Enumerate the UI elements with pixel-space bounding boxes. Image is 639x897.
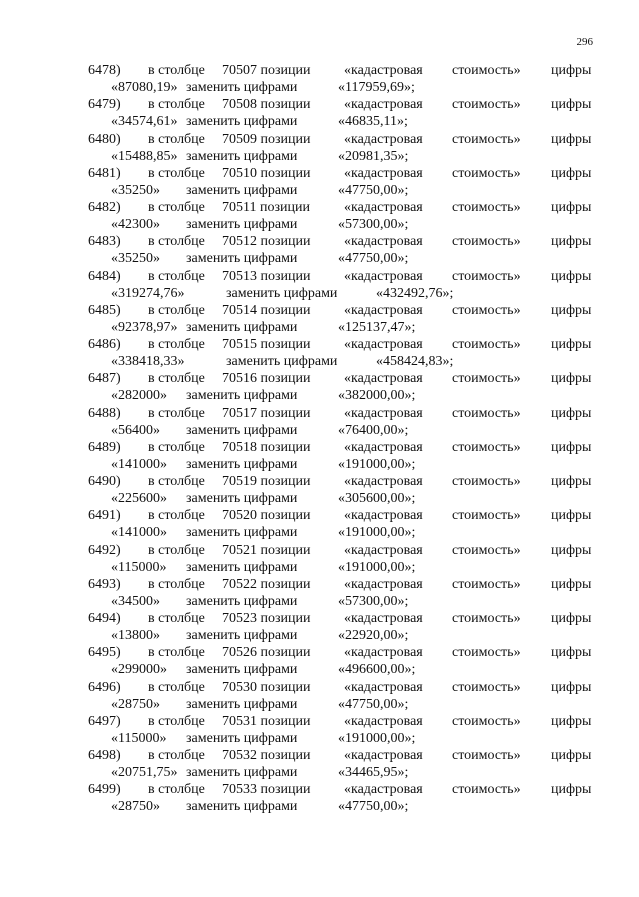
replace-text: заменить цифрами <box>186 182 298 198</box>
replace-text: заменить цифрами <box>186 799 298 815</box>
cadastral-text: «кадастровая <box>344 611 423 626</box>
digits-text: цифры <box>551 782 592 798</box>
value-text: стоимость» <box>452 268 521 284</box>
amendment-item <box>0 370 639 404</box>
amendment-item <box>0 781 639 815</box>
position-text: 70514 позиции <box>222 302 311 318</box>
position-text: 70533 позиции <box>222 782 311 798</box>
item-number: 6483) <box>88 234 121 250</box>
value-text: стоимость» <box>452 405 521 421</box>
cadastral-text: «кадастровая <box>344 508 423 524</box>
in-column-text: в столбце <box>148 474 205 489</box>
replace-text: заменить цифрами <box>226 285 338 301</box>
new-value: «432492,76»; <box>376 285 454 301</box>
replace-text: заменить цифрами <box>186 559 298 575</box>
position-text: 70508 позиции <box>222 97 311 113</box>
position-text: 70513 позиции <box>222 268 311 284</box>
cadastral-text: «кадастровая <box>344 165 423 181</box>
old-value: «35250» <box>111 251 160 267</box>
new-value: «117959,69»; <box>338 80 415 95</box>
old-value: «34500» <box>111 593 160 609</box>
amendment-item <box>0 131 639 165</box>
amendment-item <box>0 336 639 370</box>
item-number: 6494) <box>88 611 121 626</box>
digits-text: цифры <box>551 234 592 250</box>
replace-text: заменить цифрами <box>186 388 298 404</box>
replace-text: заменить цифрами <box>186 628 298 643</box>
item-number: 6485) <box>88 302 121 318</box>
old-value: «299000» <box>111 662 167 678</box>
item-number: 6480) <box>88 131 121 147</box>
amendment-item <box>0 302 639 336</box>
cadastral-text: «кадастровая <box>344 782 423 798</box>
position-text: 70507 позиции <box>222 63 311 78</box>
value-text: стоимость» <box>452 679 521 695</box>
amendment-item <box>0 96 639 130</box>
cadastral-text: «кадастровая <box>344 439 423 455</box>
cadastral-text: «кадастровая <box>344 576 423 592</box>
position-text: 70523 позиции <box>222 611 311 626</box>
old-value: «141000» <box>111 525 167 541</box>
replace-text: заменить цифрами <box>186 422 298 438</box>
new-value: «305600,00»; <box>338 491 416 506</box>
old-value: «42300» <box>111 217 160 232</box>
cadastral-text: «кадастровая <box>344 63 423 78</box>
in-column-text: в столбце <box>148 97 205 113</box>
cadastral-text: «кадастровая <box>344 748 423 763</box>
old-value: «56400» <box>111 422 160 438</box>
item-number: 6497) <box>88 713 121 729</box>
new-value: «47750,00»; <box>338 251 409 267</box>
digits-text: цифры <box>551 131 592 147</box>
new-value: «57300,00»; <box>338 593 409 609</box>
value-text: стоимость» <box>452 713 521 729</box>
digits-text: цифры <box>551 337 592 352</box>
value-text: стоимость» <box>452 542 521 558</box>
position-text: 70517 позиции <box>222 405 311 421</box>
in-column-text: в столбце <box>148 645 205 661</box>
position-text: 70520 позиции <box>222 508 311 524</box>
digits-text: цифры <box>551 200 592 215</box>
item-number: 6484) <box>88 268 121 284</box>
old-value: «141000» <box>111 456 167 472</box>
item-number: 6492) <box>88 542 121 558</box>
old-value: «92378,97» <box>111 319 178 335</box>
in-column-text: в столбце <box>148 748 205 763</box>
amendment-list <box>0 62 639 816</box>
value-text: стоимость» <box>452 97 521 113</box>
replace-text: заменить цифрами <box>186 114 298 130</box>
replace-text: заменить цифрами <box>186 80 298 95</box>
position-text: 70532 позиции <box>222 748 311 763</box>
amendment-item <box>0 165 639 199</box>
old-value: «115000» <box>111 730 167 746</box>
cadastral-text: «кадастровая <box>344 542 423 558</box>
in-column-text: в столбце <box>148 371 205 387</box>
position-text: 70526 позиции <box>222 645 311 661</box>
cadastral-text: «кадастровая <box>344 474 423 489</box>
in-column-text: в столбце <box>148 131 205 147</box>
new-value: «47750,00»; <box>338 182 409 198</box>
in-column-text: в столбце <box>148 576 205 592</box>
item-number: 6495) <box>88 645 121 661</box>
value-text: стоимость» <box>452 234 521 250</box>
position-text: 70512 позиции <box>222 234 311 250</box>
old-value: «225600» <box>111 491 167 506</box>
cadastral-text: «кадастровая <box>344 268 423 284</box>
position-text: 70515 позиции <box>222 337 311 352</box>
position-text: 70509 позиции <box>222 131 311 147</box>
amendment-item <box>0 713 639 747</box>
amendment-item <box>0 679 639 713</box>
item-number: 6490) <box>88 474 121 489</box>
cadastral-text: «кадастровая <box>344 645 423 661</box>
amendment-item <box>0 233 639 267</box>
old-value: «28750» <box>111 799 160 815</box>
value-text: стоимость» <box>452 611 521 626</box>
cadastral-text: «кадастровая <box>344 97 423 113</box>
item-number: 6488) <box>88 405 121 421</box>
replace-text: заменить цифрами <box>186 319 298 335</box>
digits-text: цифры <box>551 97 592 113</box>
position-text: 70530 позиции <box>222 679 311 695</box>
new-value: «47750,00»; <box>338 696 409 712</box>
value-text: стоимость» <box>452 165 521 181</box>
digits-text: цифры <box>551 576 592 592</box>
in-column-text: в столбце <box>148 268 205 284</box>
item-number: 6481) <box>88 165 121 181</box>
new-value: «76400,00»; <box>338 422 409 438</box>
digits-text: цифры <box>551 165 592 181</box>
item-number: 6493) <box>88 576 121 592</box>
cadastral-text: «кадастровая <box>344 679 423 695</box>
old-value: «13800» <box>111 628 160 643</box>
in-column-text: в столбце <box>148 508 205 524</box>
new-value: «496600,00»; <box>338 662 416 678</box>
page-number: 296 <box>576 36 593 48</box>
item-number: 6498) <box>88 748 121 763</box>
position-text: 70531 позиции <box>222 713 311 729</box>
new-value: «191000,00»; <box>338 559 416 575</box>
old-value: «35250» <box>111 182 160 198</box>
new-value: «125137,47»; <box>338 319 416 335</box>
value-text: стоимость» <box>452 371 521 387</box>
digits-text: цифры <box>551 508 592 524</box>
old-value: «319274,76» <box>111 285 185 301</box>
value-text: стоимость» <box>452 439 521 455</box>
in-column-text: в столбце <box>148 713 205 729</box>
value-text: стоимость» <box>452 63 521 78</box>
old-value: «282000» <box>111 388 167 404</box>
position-text: 70511 позиции <box>222 200 310 215</box>
in-column-text: в столбце <box>148 542 205 558</box>
value-text: стоимость» <box>452 645 521 661</box>
item-number: 6478) <box>88 63 121 78</box>
amendment-item <box>0 610 639 644</box>
value-text: стоимость» <box>452 782 521 798</box>
new-value: «20981,35»; <box>338 148 409 164</box>
item-number: 6486) <box>88 337 121 352</box>
cadastral-text: «кадастровая <box>344 234 423 250</box>
new-value: «22920,00»; <box>338 628 409 643</box>
cadastral-text: «кадастровая <box>344 405 423 421</box>
amendment-item <box>0 644 639 678</box>
amendment-item <box>0 199 639 233</box>
new-value: «57300,00»; <box>338 217 409 232</box>
replace-text: заменить цифрами <box>186 251 298 267</box>
item-number: 6499) <box>88 782 121 798</box>
old-value: «15488,85» <box>111 148 178 164</box>
item-number: 6496) <box>88 679 121 695</box>
replace-text: заменить цифрами <box>186 730 298 746</box>
new-value: «46835,11»; <box>338 114 408 130</box>
item-number: 6491) <box>88 508 121 524</box>
digits-text: цифры <box>551 611 592 626</box>
value-text: стоимость» <box>452 576 521 592</box>
replace-text: заменить цифрами <box>186 593 298 609</box>
digits-text: цифры <box>551 268 592 284</box>
in-column-text: в столбце <box>148 302 205 318</box>
replace-text: заменить цифрами <box>186 525 298 541</box>
cadastral-text: «кадастровая <box>344 302 423 318</box>
old-value: «115000» <box>111 559 167 575</box>
replace-text: заменить цифрами <box>186 662 298 678</box>
cadastral-text: «кадастровая <box>344 131 423 147</box>
item-number: 6479) <box>88 97 121 113</box>
cadastral-text: «кадастровая <box>344 337 423 352</box>
digits-text: цифры <box>551 645 592 661</box>
amendment-item <box>0 473 639 507</box>
item-number: 6489) <box>88 439 121 455</box>
replace-text: заменить цифрами <box>186 765 298 780</box>
digits-text: цифры <box>551 371 592 387</box>
amendment-item <box>0 576 639 610</box>
digits-text: цифры <box>551 474 592 489</box>
item-number: 6487) <box>88 371 121 387</box>
digits-text: цифры <box>551 405 592 421</box>
in-column-text: в столбце <box>148 234 205 250</box>
digits-text: цифры <box>551 679 592 695</box>
in-column-text: в столбце <box>148 165 205 181</box>
position-text: 70518 позиции <box>222 439 311 455</box>
new-value: «382000,00»; <box>338 388 416 404</box>
new-value: «191000,00»; <box>338 730 416 746</box>
digits-text: цифры <box>551 63 592 78</box>
digits-text: цифры <box>551 542 592 558</box>
position-text: 70519 позиции <box>222 474 311 489</box>
position-text: 70516 позиции <box>222 371 311 387</box>
in-column-text: в столбце <box>148 782 205 798</box>
new-value: «34465,95»; <box>338 765 409 780</box>
new-value: «191000,00»; <box>338 456 416 472</box>
in-column-text: в столбце <box>148 63 205 78</box>
new-value: «191000,00»; <box>338 525 416 541</box>
cadastral-text: «кадастровая <box>344 713 423 729</box>
old-value: «28750» <box>111 696 160 712</box>
in-column-text: в столбце <box>148 679 205 695</box>
item-number: 6482) <box>88 200 121 215</box>
in-column-text: в столбце <box>148 611 205 626</box>
in-column-text: в столбце <box>148 405 205 421</box>
amendment-item <box>0 62 639 96</box>
value-text: стоимость» <box>452 131 521 147</box>
amendment-item <box>0 405 639 439</box>
digits-text: цифры <box>551 439 592 455</box>
value-text: стоимость» <box>452 508 521 524</box>
amendment-item <box>0 507 639 541</box>
replace-text: заменить цифрами <box>186 456 298 472</box>
old-value: «87080,19» <box>111 80 178 95</box>
value-text: стоимость» <box>452 748 521 763</box>
digits-text: цифры <box>551 713 592 729</box>
digits-text: цифры <box>551 748 592 763</box>
replace-text: заменить цифрами <box>186 217 298 232</box>
digits-text: цифры <box>551 302 592 318</box>
old-value: «338418,33» <box>111 354 185 369</box>
old-value: «34574,61» <box>111 114 178 130</box>
in-column-text: в столбце <box>148 200 205 215</box>
position-text: 70521 позиции <box>222 542 311 558</box>
amendment-item <box>0 439 639 473</box>
value-text: стоимость» <box>452 302 521 318</box>
value-text: стоимость» <box>452 200 521 215</box>
new-value: «458424,83»; <box>376 354 454 369</box>
in-column-text: в столбце <box>148 439 205 455</box>
old-value: «20751,75» <box>111 765 178 780</box>
in-column-text: в столбце <box>148 337 205 352</box>
value-text: стоимость» <box>452 337 521 352</box>
amendment-item <box>0 268 639 302</box>
amendment-item <box>0 747 639 781</box>
new-value: «47750,00»; <box>338 799 409 815</box>
position-text: 70510 позиции <box>222 165 311 181</box>
position-text: 70522 позиции <box>222 576 311 592</box>
replace-text: заменить цифрами <box>226 354 338 369</box>
amendment-item <box>0 542 639 576</box>
cadastral-text: «кадастровая <box>344 371 423 387</box>
replace-text: заменить цифрами <box>186 148 298 164</box>
replace-text: заменить цифрами <box>186 696 298 712</box>
value-text: стоимость» <box>452 474 521 489</box>
cadastral-text: «кадастровая <box>344 200 423 215</box>
replace-text: заменить цифрами <box>186 491 298 506</box>
